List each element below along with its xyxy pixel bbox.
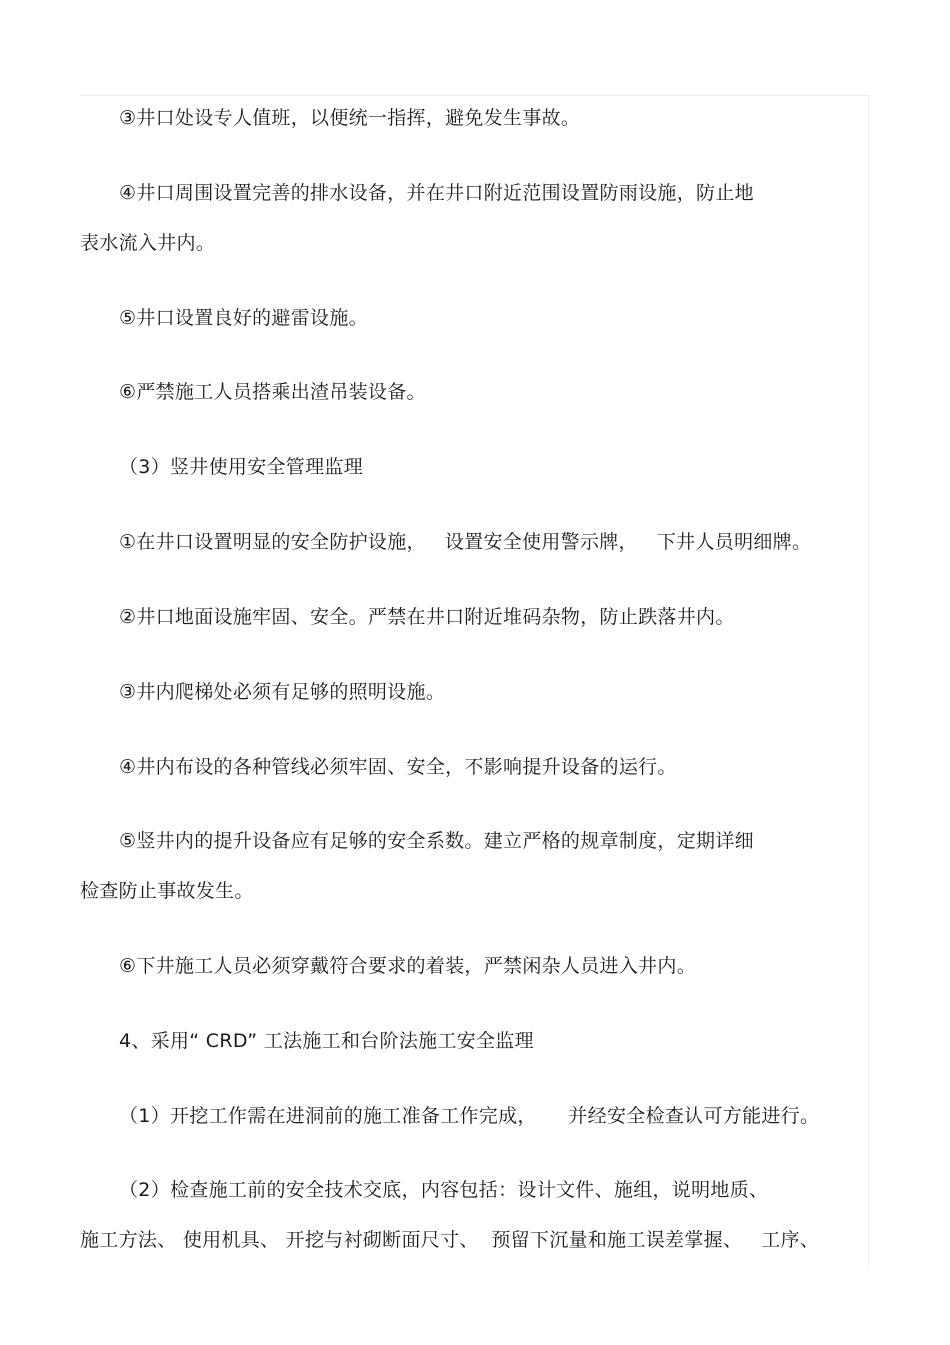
- section-heading: （3）竖井使用安全管理监理: [119, 456, 363, 478]
- paragraph-line: ⑥下井施工人员必须穿戴符合要求的着装，严禁闲杂人员进入井内。: [119, 955, 697, 977]
- paragraph-line: ④井内布设的各种管线必须牢固、安全，不影响提升设备的运行。: [119, 756, 677, 778]
- section-heading: 4、采用“ CRD” 工法施工和台阶法施工安全监理: [119, 1030, 534, 1052]
- paragraph-line: ①在井口设置明显的安全防护设施， 设置安全使用警示牌， 下井人员明细牌。: [119, 531, 812, 553]
- paragraph-line: 检查防止事故发生。: [80, 880, 254, 902]
- paragraph-line: ③井内爬梯处必须有足够的照明设施。: [119, 681, 446, 703]
- paragraph-line: （1）开挖工作需在进洞前的施工准备工作完成， 并经安全检查认可方能进行。: [119, 1105, 820, 1127]
- paragraph-line: ⑤井口设置良好的避雷设施。: [119, 307, 368, 329]
- paragraph-line: （2）检查施工前的安全技术交底，内容包括：设计文件、施组，说明地质、: [119, 1179, 769, 1201]
- paragraph-line: ⑤竖井内的提升设备应有足够的安全系数。建立严格的规章制度，定期详细: [119, 830, 754, 852]
- paragraph-line: ⑥严禁施工人员搭乘出渣吊装设备。: [119, 381, 426, 403]
- paragraph-line: 表水流入井内。: [80, 232, 216, 254]
- paragraph-line: ②井口地面设施牢固、安全。严禁在井口附近堆码杂物，防止跌落井内。: [119, 606, 735, 628]
- paragraph-line: ③井口处设专人值班，以便统一指挥，避免发生事故。: [119, 107, 581, 129]
- paragraph-line: 施工方法、 使用机具、 开挖与衬砌断面尺寸、 预留下沉量和施工误差掌握、 工序、: [80, 1229, 820, 1251]
- paragraph-line: ④井口周围设置完善的排水设备，并在井口附近范围设置防雨设施，防止地: [119, 182, 754, 204]
